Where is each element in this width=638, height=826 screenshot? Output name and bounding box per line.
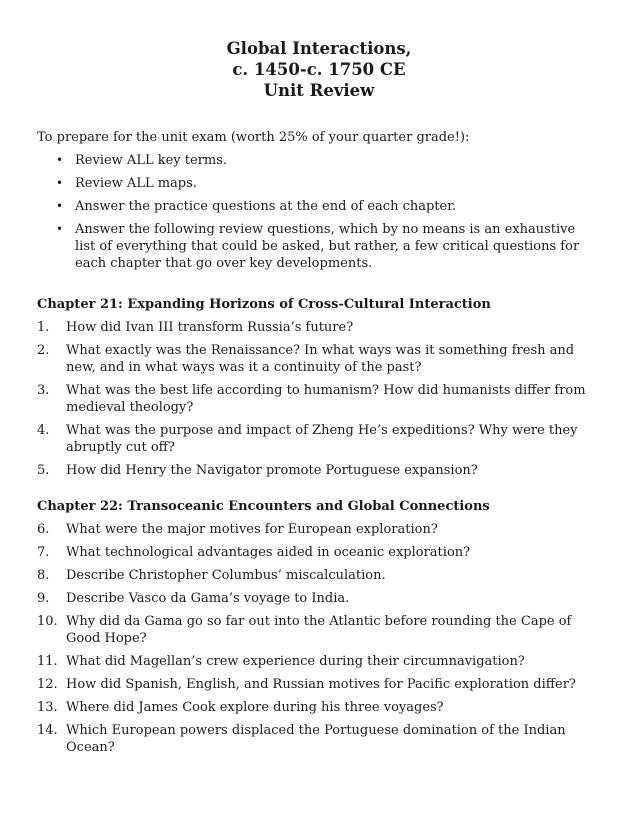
- chapter-22-questions: [37, 521, 601, 762]
- intro-text: To prepare for the unit exam (worth 25% of your quarter grade!):: [37, 130, 470, 145]
- chapter-21-heading: Chapter 21: Expanding Horizons of Cross-Cultural Interaction: [37, 297, 491, 312]
- question-item: [37, 653, 601, 670]
- question-item: [37, 382, 601, 416]
- bullet-item: [37, 152, 597, 169]
- question-item: [37, 567, 601, 584]
- question-number: 14.: [37, 723, 58, 738]
- question-item: [37, 521, 601, 538]
- question-number: 6.: [37, 522, 50, 537]
- question-item: [37, 676, 601, 693]
- question-text: How did Ivan III transform Russia’s future?: [66, 320, 354, 335]
- question-number: 7.: [37, 545, 50, 560]
- question-number: 4.: [37, 423, 50, 438]
- question-text: What were the major motives for European exploration?: [66, 522, 438, 537]
- question-number: 13.: [37, 700, 58, 715]
- question-number: 5.: [37, 463, 50, 478]
- question-item: [37, 590, 601, 607]
- question-text: Where did James Cook explore during his three voyages?: [66, 700, 444, 715]
- question-number: 3.: [37, 383, 50, 398]
- title-line-1: Global Interactions,: [226, 39, 412, 58]
- bullet-item: [37, 198, 597, 215]
- question-text: What was the purpose and impact of Zheng He’s expeditions? Why were they abruptly cut off?: [66, 423, 578, 455]
- bullet-dot-icon: •: [56, 153, 64, 167]
- question-text: Why did da Gama go so far out into the Atlantic before rounding the Cape of Good Hope?: [66, 614, 572, 646]
- question-number: 9.: [37, 591, 50, 606]
- question-item: [37, 342, 601, 376]
- bullet-item: [37, 175, 597, 192]
- question-item: [37, 722, 601, 756]
- question-text: Describe Vasco da Gama’s voyage to India.: [66, 591, 350, 606]
- question-item: [37, 319, 601, 336]
- question-number: 11.: [37, 654, 58, 669]
- question-number: 10.: [37, 614, 58, 629]
- bullet-dot-icon: •: [56, 199, 64, 213]
- bullet-dot-icon: •: [56, 222, 64, 236]
- question-number: 8.: [37, 568, 50, 583]
- question-number: 1.: [37, 320, 50, 335]
- question-text: Which European powers displaced the Portuguese domination of the Indian Ocean?: [66, 723, 566, 755]
- bullet-text: Review ALL key terms.: [75, 153, 228, 168]
- question-text: What technological advantages aided in oceanic exploration?: [66, 545, 471, 560]
- prep-bullet-list: [37, 152, 597, 278]
- bullet-dot-icon: •: [56, 176, 64, 190]
- bullet-text: Answer the following review questions, which by no means is an exhaustive list of everything that could be asked, but rather, a few critical questions for each chapter that go over key developments.: [75, 222, 580, 271]
- question-text: What was the best life according to humanism? How did humanists differ from medieval theology?: [66, 383, 586, 415]
- question-text: How did Henry the Navigator promote Portuguese expansion?: [66, 463, 478, 478]
- question-text: Describe Christopher Columbus’ miscalculation.: [66, 568, 386, 583]
- question-item: [37, 544, 601, 561]
- title-line-3: Unit Review: [263, 81, 375, 100]
- question-item: [37, 462, 601, 479]
- bullet-item: [37, 221, 597, 272]
- question-item: [37, 422, 601, 456]
- question-number: 12.: [37, 677, 58, 692]
- question-text: What did Magellan’s crew experience during their circumnavigation?: [66, 654, 525, 669]
- question-item: [37, 613, 601, 647]
- document-title: [0, 38, 638, 101]
- bullet-text: Answer the practice questions at the end of each chapter.: [75, 199, 457, 214]
- question-number: 2.: [37, 343, 50, 358]
- chapter-22-heading: Chapter 22: Transoceanic Encounters and Global Connections: [37, 499, 490, 514]
- question-item: [37, 699, 601, 716]
- chapter-21-questions: [37, 319, 601, 485]
- question-text: What exactly was the Renaissance? In what ways was it something fresh and new, and in what ways was it a continuity of the past?: [66, 343, 575, 375]
- bullet-text: Review ALL maps.: [75, 176, 197, 191]
- title-line-2: c. 1450-c. 1750 CE: [232, 60, 406, 79]
- question-text: How did Spanish, English, and Russian motives for Pacific exploration differ?: [66, 677, 576, 692]
